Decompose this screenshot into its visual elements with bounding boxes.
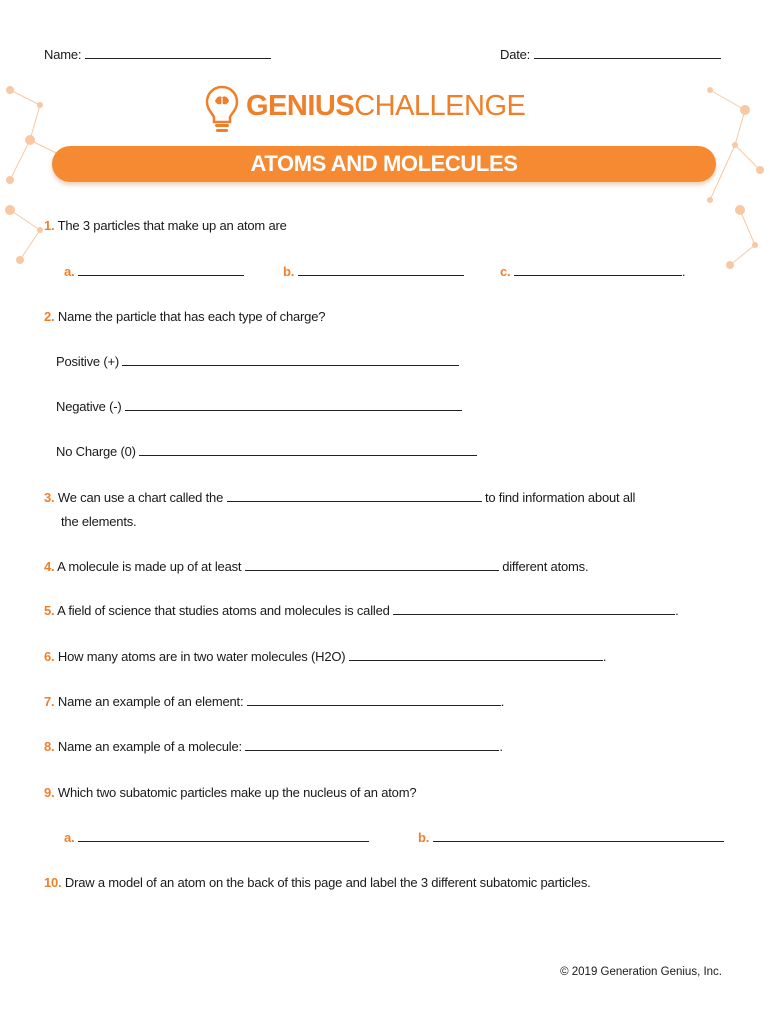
question-number: 5.	[44, 603, 55, 618]
answer-blank[interactable]	[122, 354, 459, 366]
answer-blank[interactable]	[393, 603, 675, 615]
question-text: Name an example of an element:	[57, 694, 244, 709]
date-field[interactable]	[500, 47, 721, 62]
answer-blank[interactable]	[349, 649, 603, 661]
answer-blank[interactable]	[78, 264, 244, 276]
answer-1a[interactable]	[64, 264, 244, 279]
option-letter: b.	[418, 830, 430, 845]
question-text: different atoms.	[502, 559, 589, 574]
question-text: A molecule is made up of at least	[57, 559, 242, 574]
logo-bold: GENIUS	[246, 90, 355, 122]
question-number: 10.	[44, 875, 62, 890]
question-number: 2.	[44, 309, 55, 324]
question-3-line-2	[61, 514, 136, 529]
answer-blank[interactable]	[139, 444, 477, 456]
question-text: Draw a model of an atom on the back of this page and label the 3 different subatomic particles.	[64, 875, 591, 890]
question-text: We can use a chart called the	[57, 490, 224, 505]
sentence-end: .	[499, 739, 503, 754]
sentence-end: .	[500, 694, 505, 709]
question-number: 8.	[44, 739, 55, 754]
brand-logo-text	[246, 90, 525, 123]
charge-label: Positive (+)	[56, 354, 119, 369]
option-letter: a.	[64, 830, 75, 845]
question-text: How many atoms are in two water molecules (H2O)	[57, 649, 346, 664]
date-blank[interactable]	[534, 47, 721, 59]
answer-blank[interactable]	[245, 739, 499, 751]
option-letter: a.	[64, 264, 75, 279]
question-4	[44, 559, 588, 574]
question-6	[44, 649, 606, 664]
question-number: 1.	[44, 218, 55, 233]
answer-blank[interactable]	[433, 830, 724, 842]
question-text: The 3 particles that make up an atom are	[57, 218, 287, 233]
answer-2-negative[interactable]	[56, 399, 462, 414]
logo-regular: CHALLENGE	[354, 90, 526, 122]
answer-blank[interactable]	[227, 490, 482, 502]
question-2	[44, 309, 325, 324]
sentence-end: .	[602, 649, 607, 664]
sentence-end: .	[681, 264, 686, 279]
question-5	[44, 603, 678, 618]
option-letter: c.	[500, 264, 511, 279]
answer-blank[interactable]	[514, 264, 682, 276]
worksheet-title: ATOMS AND MOLECULES	[250, 151, 518, 176]
answer-blank[interactable]	[78, 830, 369, 842]
question-8	[44, 739, 503, 754]
question-number: 6.	[44, 649, 55, 664]
answer-9a[interactable]	[64, 830, 369, 845]
question-7	[44, 694, 504, 709]
answer-1c[interactable]	[500, 264, 685, 279]
sentence-end: .	[675, 603, 679, 618]
answer-blank[interactable]	[247, 694, 501, 706]
question-9	[44, 785, 416, 800]
question-1	[44, 218, 287, 233]
charge-label: Negative (-)	[56, 399, 122, 414]
answer-blank[interactable]	[298, 264, 464, 276]
name-label: Name:	[44, 47, 82, 62]
option-letter: b.	[283, 264, 295, 279]
question-text: A field of science that studies atoms and molecules is called	[57, 603, 390, 618]
question-number: 9.	[44, 785, 55, 800]
charge-label: No Charge (0)	[56, 444, 136, 459]
question-number: 4.	[44, 559, 55, 574]
name-field[interactable]	[44, 47, 271, 62]
date-label: Date:	[500, 47, 531, 62]
question-text: the elements.	[61, 514, 137, 529]
lightbulb-brain-icon	[204, 84, 240, 136]
question-text: Name an example of a molecule:	[57, 739, 242, 754]
question-3	[44, 490, 635, 505]
question-10	[44, 875, 591, 890]
answer-9b[interactable]	[418, 830, 724, 845]
copyright-notice: © 2019 Generation Genius, Inc.	[560, 966, 722, 978]
answer-blank[interactable]	[125, 399, 462, 411]
title-banner	[52, 146, 716, 182]
name-blank[interactable]	[85, 47, 271, 59]
answer-2-no-charge[interactable]	[56, 444, 477, 459]
question-number: 3.	[44, 490, 55, 505]
answer-1b[interactable]	[283, 264, 464, 279]
answer-2-positive[interactable]	[56, 354, 459, 369]
question-text: Which two subatomic particles make up the nucleus of an atom?	[57, 785, 417, 800]
answer-blank[interactable]	[245, 559, 499, 571]
question-text: to find information about all	[484, 490, 636, 505]
question-text: Name the particle that has each type of charge?	[57, 309, 326, 324]
question-number: 7.	[44, 694, 55, 709]
